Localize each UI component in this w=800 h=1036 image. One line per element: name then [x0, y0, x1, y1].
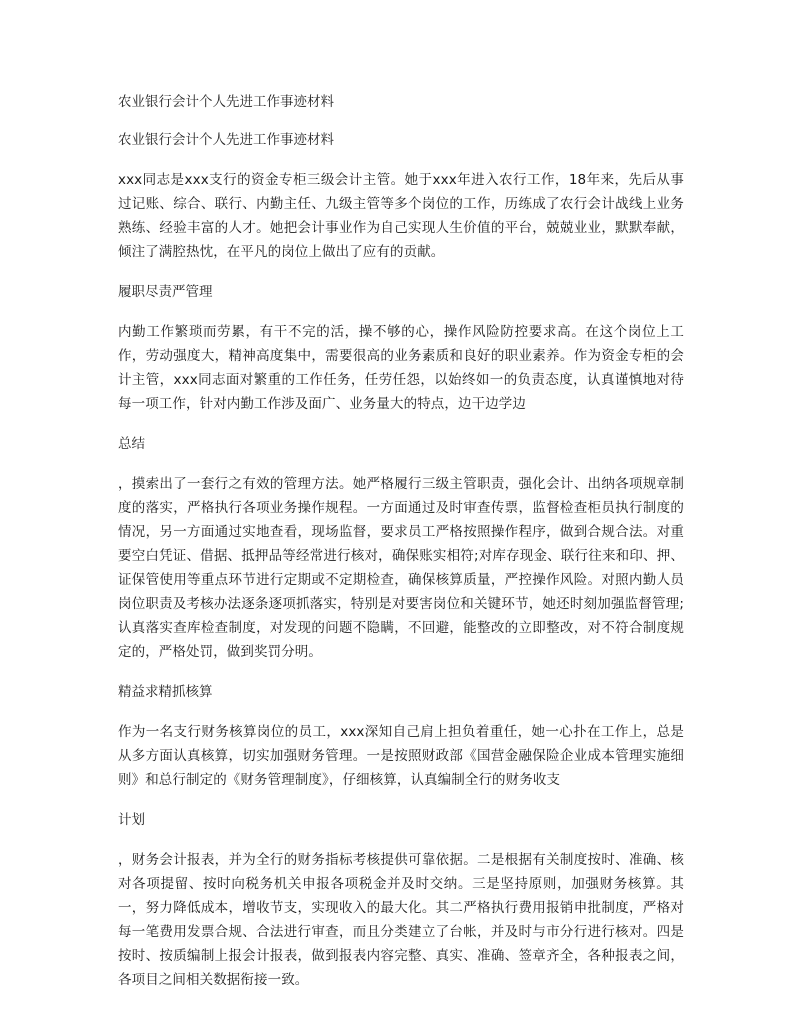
section-paragraph-accounting: 作为一名支行财务核算岗位的员工，xxx深知自己肩上担负着重任，她一心扑在工作上，总是从多方面认真核算，切实加强财务管理。一是按照财政部《国营金融保险企业成本管理实施细则》和总行制定的《财务管理制度》，仔细核算，认真编制全行的财务收支 — [118, 724, 684, 788]
section-heading-accounting: 精益求精抓核算 — [118, 684, 213, 700]
section-paragraph-summary: ，摸索出了一套行之有效的管理方法。她严格履行三级主管职责，强化会计、出纳各项规章制度的落实，严格执行各项业务操作规程。一方面通过及时审查传票，监督检查柜员执行制度的情况，另一方面通过实地查看，现场监督，要求员工严格按照操作程序，做到合规合法。对重要空白凭证、借据、抵押品等经常进行核对，确保账实相符;对库存现金、联行往来和印、押、证保管使用等重点环节进行定期或不定期检查，确保核算质量，严控操作风险。对照内勤人员岗位职责及考核办法逐条逐项抓落实，特别是对要害岗位和关键环节，她还时刻加强监督管理;认真落实查库检查制度，对发现的问题不隐瞒，不回避，能整改的立即整改，对不符合制度规定的，严格处罚，做到奖罚分明。 — [118, 476, 684, 660]
document-subtitle: 农业银行会计个人先进工作事迹材料 — [118, 132, 334, 148]
section-paragraph-duty: 内勤工作繁琐而劳累，有干不完的活，操不够的心，操作风险防控要求高。在这个岗位上工作，劳动强度大，精神高度集中，需要很高的业务素质和良好的职业素养。作为资金专柜的会计主管，xxx同志面对繁重的工作任务，任劳任怨，以始终如一的负责态度，认真谨慎地对待每一项工作，针对内勤工作涉及面广、业务量大的特点，边干边学边 — [118, 324, 684, 412]
section-heading-plan: 计划 — [118, 812, 145, 828]
section-heading-duty: 履职尽责严管理 — [118, 284, 213, 300]
section-heading-summary: 总结 — [118, 436, 145, 452]
section-paragraph-plan: ，财务会计报表，并为全行的财务指标考核提供可靠依据。二是根据有关制度按时、准确、核对各项提留、按时向税务机关申报各项税金并及时交纳。三是坚持原则，加强财务核算。其一，努力降低成本，增收节支，实现收入的最大化。其二严格执行费用报销申批制度，严格对每一笔费用发票合规、合法进行审查，而且分类建立了台帐，并及时与市分行进行核对。四是按时、按质编制上报会计报表，做到报表内容完整、真实、准确、签章齐全，各种报表之间，各项目之间相关数据衔接一致。 — [118, 852, 684, 988]
document-title: 农业银行会计个人先进工作事迹材料 — [118, 94, 334, 110]
document-page — [118, 92, 684, 1010]
intro-paragraph: xxx同志是xxx支行的资金专柜三级会计主管。她于xxx年进入农行工作，18年来，先后从事过记账、综合、联行、内勤主任、九级主管等多个岗位的工作，历练成了农行会计战线上业务熟练、经验丰富的人才。她把会计事业作为自己实现人生价值的平台，兢兢业业，默默奉献，倾注了满腔热忱，在平凡的岗位上做出了应有的贡献。 — [118, 172, 684, 260]
